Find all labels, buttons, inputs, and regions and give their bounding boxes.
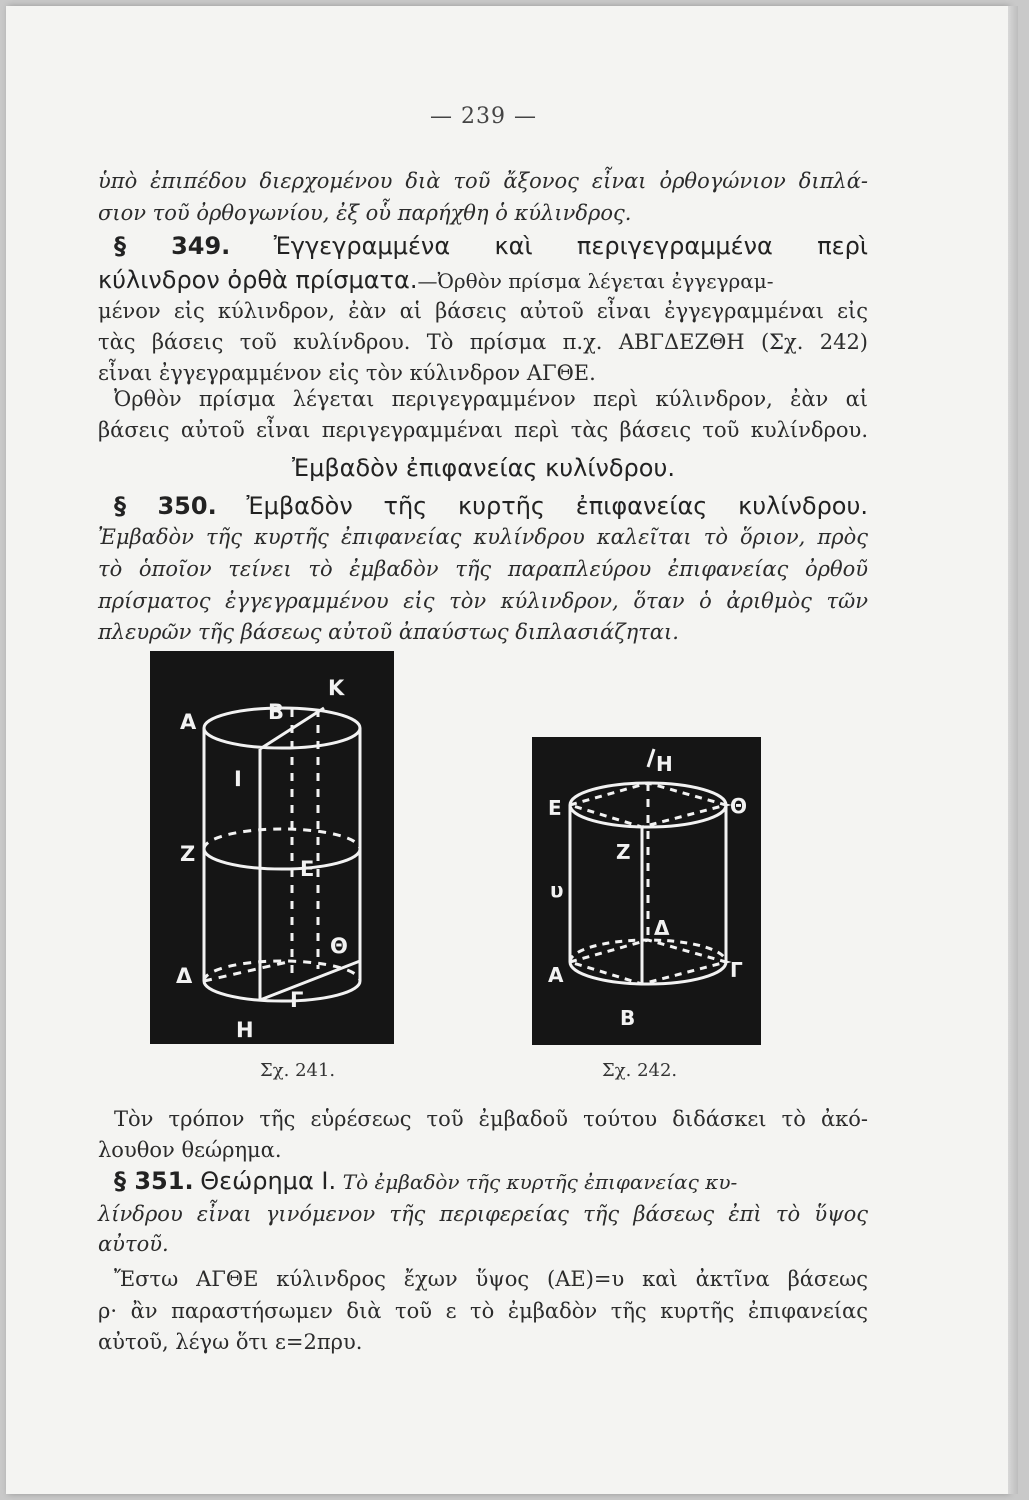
text-line: αὐτοῦ, λέγω ὅτι ε=2πρυ. xyxy=(98,1330,363,1354)
text-line: Ὀρθὸν πρίσμα λέγεται περιγεγραμμένον περὶ κύλινδρον, ἐὰν αἱ xyxy=(114,387,868,411)
cylinder-diagram-242 xyxy=(532,737,761,1045)
text-fragment: —Ὀρθὸν πρίσμα λέγεται ἐγγεγραμ- xyxy=(417,269,774,293)
text-line: πρίσματος ἐγγεγραμμένου εἰς τὸν κύλινδρον, ὅταν ὁ ἀριθμὸς τῶν xyxy=(98,589,868,613)
text-line: Ἔστω ΑΓΘΕ κύλινδρος ἔχων ὕψος (ΑΕ)=υ καὶ ἀκτῖνα βάσεως xyxy=(114,1267,868,1291)
text-fragment: Τὸ ἐμβαδὸν τῆς κυρτῆς ἐπιφανείας κυ- xyxy=(342,1170,738,1194)
section-349-line xyxy=(98,268,868,292)
text-line: τὸ ὁποῖον τείνει τὸ ἐμβαδὸν τῆς παραπλεύρου ἐπιφανείας ὀρθοῦ xyxy=(98,557,868,581)
label-E: Ε xyxy=(548,796,562,820)
label-Z: Ζ xyxy=(180,842,196,866)
figure-242 xyxy=(532,737,761,1045)
cylinder-diagram-241 xyxy=(150,651,394,1044)
text-line: λίνδρου εἶναι γινόμενον τῆς περιφερείας τῆς βάσεως ἐπὶ τὸ ὕψος xyxy=(98,1202,868,1226)
label-TH: Θ xyxy=(730,794,748,818)
section-351-heading xyxy=(114,1169,868,1193)
text-line: σιον τοῦ ὀρθογωνίου, ἐξ οὗ παρήχθη ὁ κύλινδρος. xyxy=(98,201,632,225)
text-line: μένον εἰς κύλινδρον, ἐὰν αἱ βάσεις αὐτοῦ εἶναι ἐγγεγραμμέναι εἰς xyxy=(98,299,868,323)
label-I: Ι xyxy=(234,767,242,791)
label-TH: Θ xyxy=(330,934,348,958)
section-number: § 350. xyxy=(114,492,217,520)
text-line: τὰς βάσεις τοῦ κυλίνδρου. Τὸ πρίσμα π.χ. ΑΒΓΔΕΖΘΗ (Σχ. 242) xyxy=(98,330,868,354)
figure-241 xyxy=(150,651,394,1044)
label-D: Δ xyxy=(654,916,670,940)
section-349-heading xyxy=(114,234,868,258)
text-line: εἶναι ἐγγεγραμμένον εἰς τὸν κύλινδρον ΑΓΘΕ. xyxy=(98,361,596,385)
label-U: υ xyxy=(550,878,564,902)
text-line: λουθον θεώρημα. xyxy=(98,1138,282,1162)
label-D: Δ xyxy=(176,964,193,988)
section-350-heading xyxy=(114,494,868,518)
section-title: Ἐμβαδὸν τῆς κυρτῆς ἐπιφανείας κυλίνδρου. xyxy=(246,492,869,520)
label-Z: Ζ xyxy=(616,840,631,864)
text-line: ρ· ἂν παραστήσωμεν διὰ τοῦ ε τὸ ἐμβαδὸν τῆς κυρτῆς ἐπιφανείας xyxy=(98,1299,868,1323)
figure-caption: Σχ. 242. xyxy=(602,1060,678,1081)
text-line: πλευρῶν τῆς βάσεως αὐτοῦ ἀπαύστως διπλασιάζηται. xyxy=(98,620,679,644)
text-line: Τὸν τρόπον τῆς εὑρέσεως τοῦ ἐμβαδοῦ τούτου διδάσκει τὸ ἀκό- xyxy=(114,1107,868,1131)
page-edge xyxy=(1008,6,1018,1494)
label-E: Ε xyxy=(300,857,315,881)
section-title: Ἐγγεγραμμένα καὶ περιγεγραμμένα περὶ xyxy=(273,232,868,260)
page-number: — 239 — xyxy=(430,104,537,129)
label-K: Κ xyxy=(328,676,345,700)
label-H: Η xyxy=(236,1018,254,1042)
section-number: § 349. xyxy=(114,232,231,260)
label-H: Η xyxy=(656,752,673,776)
label-A: Α xyxy=(180,710,197,734)
label-G: Γ xyxy=(290,988,304,1012)
text-line: Ἐμβαδὸν τῆς κυρτῆς ἐπιφανείας κυλίνδρου καλεῖται τὸ ὅριον, πρὸς xyxy=(98,525,868,549)
label-A: Α xyxy=(548,963,564,987)
book-page xyxy=(6,6,1008,1494)
label-B: Β xyxy=(268,700,285,724)
label-B: Β xyxy=(620,1006,636,1030)
text-line: βάσεις αὐτοῦ εἶναι περιγεγραμμέναι περὶ τὰς βάσεις τοῦ κυλίνδρου. xyxy=(98,418,868,442)
figure-caption: Σχ. 241. xyxy=(260,1060,336,1081)
section-title: κύλινδρον ὀρθὰ πρίσματα. xyxy=(98,266,418,294)
text-line: ὑπὸ ἐπιπέδου διερχομένου διὰ τοῦ ἄξονος εἶναι ὀρθογώνιον διπλά- xyxy=(98,169,868,193)
section-number: § 351. xyxy=(114,1167,194,1195)
text-line: αὐτοῦ. xyxy=(98,1232,169,1256)
section-title: Θεώρημα Ι. xyxy=(200,1167,337,1195)
center-heading: Ἐμβαδὸν ἐπιφανείας κυλίνδρου. xyxy=(292,454,675,482)
label-G: Γ xyxy=(730,958,743,982)
